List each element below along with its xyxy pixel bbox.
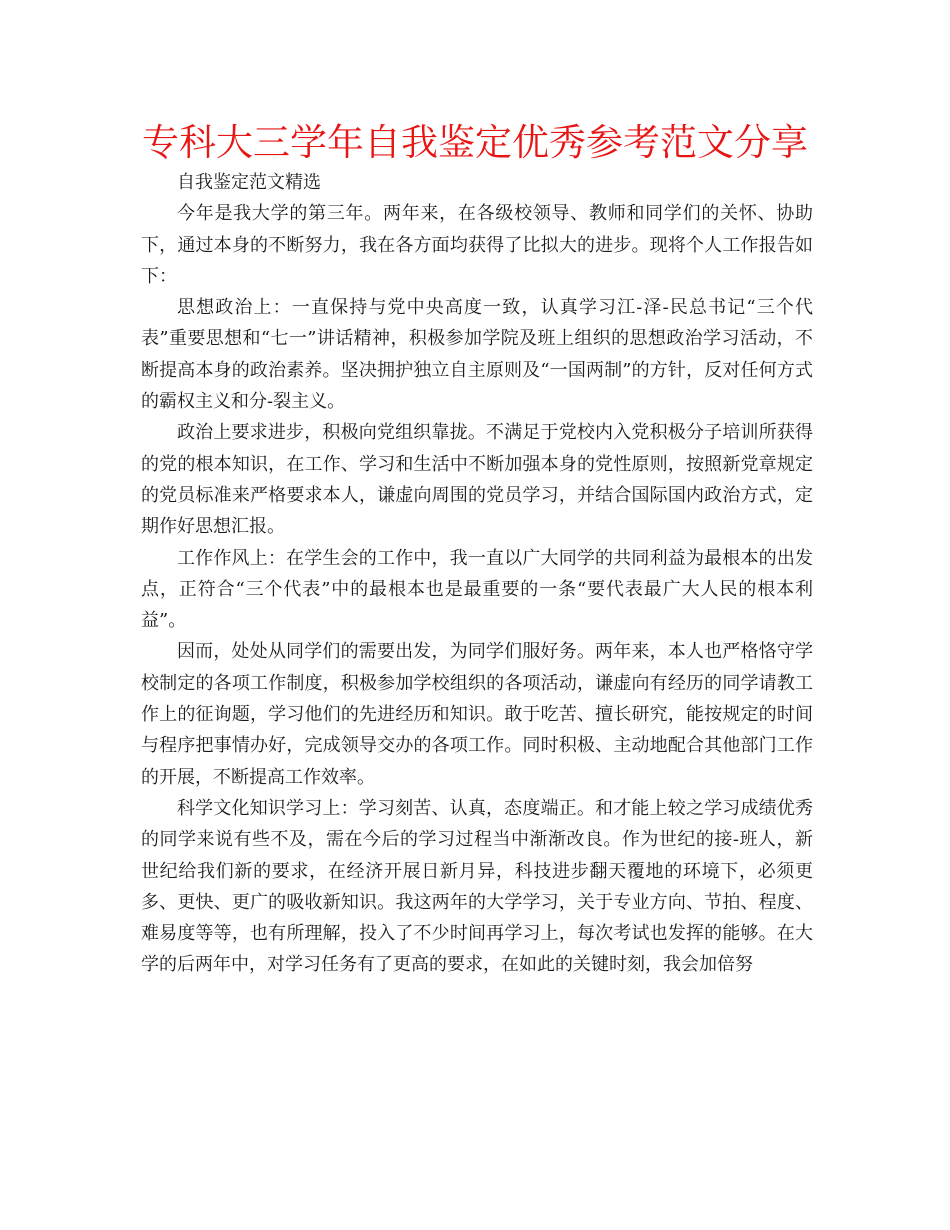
document-title: 专科大三学年自我鉴定优秀参考范文分享 <box>142 121 808 164</box>
body-paragraph: 科学文化知识学习上：学习刻苦、认真，态度端正。和才能上较之学习成绩优秀的同学来说有些不及，需在今后的学习过程当中渐渐改良。作为世纪的接-班人，新世纪给我们新的要求，在经济开展日新月异，科技进步翻天覆地的环境下，必须更多、更快、更广的吸收新知识。我这两年的大学学习，关于专业方向、节拍、程度、难易度等等，也有所理解，投入了不少时间再学习上，每次考试也发挥的能够。在大学的后两年中，对学习任务有了更高的要求，在如此的关键时刻，我会加倍努 <box>141 797 813 976</box>
body-paragraph: 工作作风上：在学生会的工作中，我一直以广大同学的共同利益为最根本的出发点，正符合“三个代表”中的最根本也是最重要的一条“要代表最广大人民的根本利益”。 <box>141 547 813 632</box>
body-paragraph: 政治上要求进步，积极向党组织靠拢。不满足于党校内入党积极分子培训所获得的党的根本知识，在工作、学习和生活中不断加强本身的党性原则，按照新党章规定的党员标准来严格要求本人，谦虚向周围的党员学习，并结合国际国内政治方式，定期作好思想汇报。 <box>141 422 813 538</box>
body-paragraph: 今年是我大学的第三年。两年来，在各级校领导、教师和同学们的关怀、协助下，通过本身的不断努力，我在各方面均获得了比拟大的进步。现将个人工作报告如下： <box>141 203 813 287</box>
body-paragraph: 思想政治上：一直保持与党中央高度一致，认真学习江-泽-民总书记“三个代表”重要思想和“七一”讲话精神，积极参加学院及班上组织的思想政治学习活动，不断提高本身的政治素养。坚决拥护独立自主原则及“一国两制”的方针，反对任何方式的霸权主义和分-裂主义。 <box>141 297 813 413</box>
body-paragraph: 自我鉴定范文精选 <box>177 172 321 193</box>
document-body <box>141 167 813 981</box>
body-paragraph: 因而，处处从同学们的需要出发，为同学们服好务。两年来，本人也严格恪守学校制定的各项工作制度，积极参加学校组织的各项活动，谦虚向有经历的同学请教工作上的征询题，学习他们的先进经历和知识。敢于吃苦、擅长研究，能按规定的时间与程序把事情办好，完成领导交办的各项工作。同时积极、主动地配合其他部门工作的开展，不断提高工作效率。 <box>141 641 813 788</box>
